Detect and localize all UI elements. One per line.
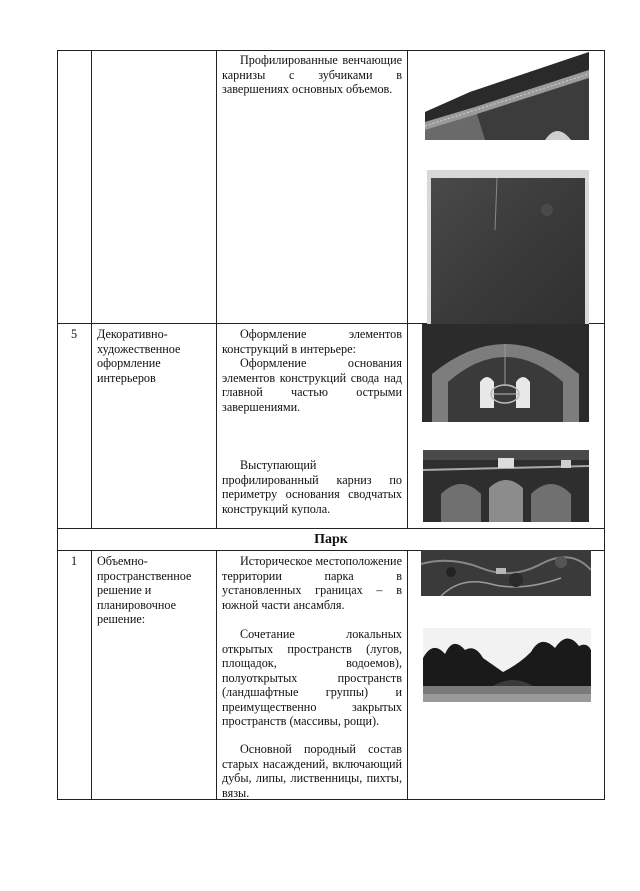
element-description: Оформление основания элементов конструкций свода над главной частью острыми завершениями. bbox=[222, 356, 402, 414]
section-heading-park: Парк bbox=[314, 532, 348, 547]
column-divider bbox=[57, 550, 58, 800]
element-description: Профилированные венчающие карнизы с зубчиками в завершениях основных объемов. bbox=[222, 53, 402, 96]
cornice-photo bbox=[425, 52, 589, 140]
dome-cornice-photo bbox=[423, 450, 589, 522]
vault-interior-photo bbox=[422, 324, 589, 422]
table-border-top bbox=[57, 50, 605, 51]
column-divider bbox=[407, 550, 408, 800]
element-description: Сочетание локальных открытых пространств (лугов, площадок, водоемов), полуоткрытых пространств (ландшафтные группы) и преимущественно закрытых пространств (массивы, рощи). bbox=[222, 627, 402, 728]
element-description: Основной породный состав старых насаждений, включающий дубы, липы, лиственницы, пихты, вязы. bbox=[222, 742, 402, 800]
column-divider bbox=[57, 50, 58, 528]
column-divider bbox=[604, 50, 605, 528]
park-forest-photo bbox=[423, 628, 591, 702]
element-name: Объемно-пространственное решение и планировочное решение: bbox=[97, 554, 192, 626]
park-aerial-photo bbox=[421, 550, 591, 596]
element-name: Декоративно-художественное оформление интерьеров bbox=[97, 327, 181, 385]
element-description: Оформление элементов конструкций в интерьере: bbox=[222, 327, 402, 356]
column-divider bbox=[216, 50, 217, 528]
column-divider bbox=[91, 550, 92, 800]
column-divider bbox=[407, 50, 408, 528]
column-divider bbox=[216, 550, 217, 800]
row-number: 5 bbox=[70, 327, 78, 341]
row-number: 1 bbox=[70, 554, 78, 568]
monument-table bbox=[57, 50, 605, 800]
column-divider bbox=[91, 50, 92, 528]
column-divider bbox=[604, 550, 605, 800]
element-description: Историческое местоположение территории парка в установленных границах – в южной части ансамбля. bbox=[222, 554, 402, 612]
element-description: Выступающий профилированный карниз по периметру основания сводчатых конструкций купола. bbox=[222, 458, 402, 516]
row-divider bbox=[57, 528, 605, 529]
dark-panel-photo bbox=[427, 170, 589, 324]
